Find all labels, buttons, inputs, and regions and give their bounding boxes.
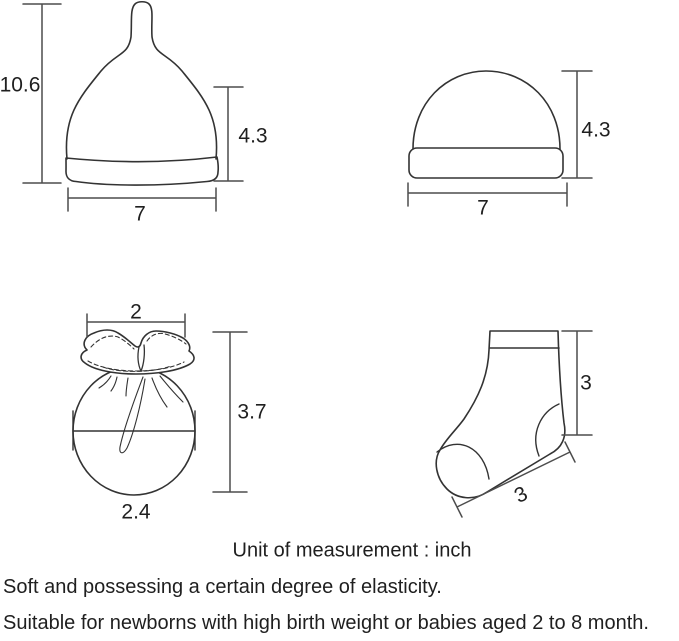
unit-of-measurement-note: Unit of measurement : inch (232, 539, 472, 562)
knot-hat-crown-label: 4.3 (238, 124, 268, 148)
knot-hat-width-label: 7 (134, 202, 146, 226)
elasticity-note: Soft and possessing a certain degree of elasticity. (3, 576, 442, 598)
sock-toe-seam (437, 444, 489, 479)
knot-hat-figure (66, 2, 218, 185)
sock-heel-seam (536, 404, 559, 456)
knot-hat-body (66, 2, 216, 159)
mitten-width-label: 2.4 (121, 500, 151, 524)
mitten-height-label: 3.7 (237, 400, 267, 424)
suitability-note: Suitable for newborns with high birth weight or babies aged 2 to 8 month. (3, 612, 649, 634)
sock-sole-dim-line (452, 442, 575, 517)
knot-hat-dimensions (23, 4, 243, 211)
beanie-brim (409, 148, 563, 178)
beanie-height-label: 4.3 (581, 118, 611, 142)
knot-hat-brim (66, 157, 218, 185)
sock-figure (436, 331, 565, 498)
sock-height-label: 3 (580, 371, 592, 395)
mitten-figure (73, 330, 195, 495)
sock-sole-label: 3 (510, 482, 532, 508)
beanie-dome (413, 71, 560, 149)
knot-hat-height-label: 10.6 (0, 73, 41, 97)
beanie-width-label: 7 (477, 196, 489, 220)
mitten-opening-label: 2 (130, 300, 142, 324)
beanie-figure (409, 71, 563, 178)
